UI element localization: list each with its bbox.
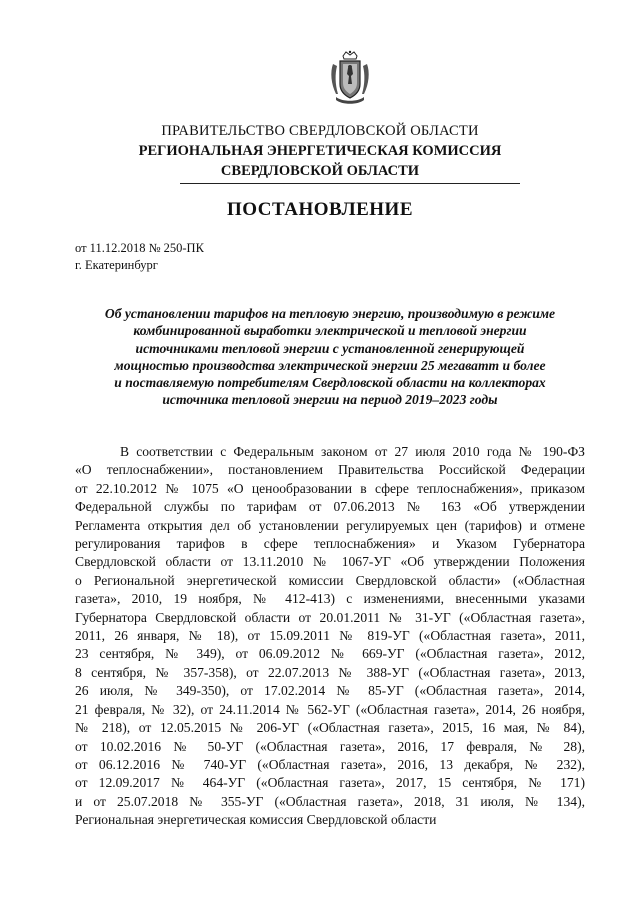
subject-line: источника тепловой энергии на период 2019–2023 годы — [162, 392, 498, 408]
body-line: о Региональной энергетической комиссии Свердловской области» («Областная — [75, 572, 585, 588]
body-line: «О теплоснабжении», постановлением Правительства Российской Федерации — [75, 462, 585, 478]
org-region-line: СВЕРДЛОВСКОЙ ОБЛАСТИ — [220, 163, 420, 179]
body-line: и от 25.07.2018 № 355-УГ («Областная газета», 2018, 31 июля, № 134), — [75, 793, 585, 809]
body-line: В соответствии с Федеральным законом от 27 июля 2010 года № 190-ФЗ — [120, 444, 585, 459]
body-line: газета», 2010, 19 ноября, № 412-413) с изменениями, внесенными указами — [75, 591, 585, 607]
body-line: от 22.10.2012 № 1075 «О ценообразовании в сфере теплоснабжения», приказом — [75, 480, 585, 496]
org-commission-line: РЕГИОНАЛЬНАЯ ЭНЕРГЕТИЧЕСКАЯ КОМИССИЯ — [138, 143, 502, 159]
subject-line: и поставляемую потребителям Свердловской области на коллекторах — [114, 375, 546, 391]
body-line: № 218), от 12.05.2015 № 206-УГ («Областная газета», 2015, 16 мая, № 84), — [75, 720, 585, 736]
document-type-title: ПОСТАНОВЛЕНИЕ — [226, 199, 414, 220]
body-line: от 10.02.2016 № 50-УГ («Областная газета», 2016, 17 февраля, № 28), — [75, 738, 585, 754]
subject-line: источниками тепловой энергии с установленной генерирующей — [135, 340, 525, 356]
document-subject — [75, 305, 585, 409]
org-government-line: ПРАВИТЕЛЬСТВО СВЕРДЛОВСКОЙ ОБЛАСТИ — [161, 123, 479, 139]
body-line: 23 сентября, № 349), от 06.09.2012 № 669-УГ («Областная газета», 2012, — [75, 646, 585, 662]
body-line: от 06.12.2016 № 740-УГ («Областная газета», 2016, 13 декабря, № 232), — [75, 756, 585, 772]
body-line: 8 сентября, № 357-358), от 22.07.2013 № 388-УГ («Областная газета», 2013, — [75, 664, 585, 680]
document-body — [75, 443, 585, 830]
body-line: Региональная энергетическая комиссия Свердловской области — [75, 812, 437, 828]
body-line: Губернатора Свердловской области от 20.01.2011 № 31-УГ («Областная газета», — [75, 609, 585, 625]
document-city: г. Екатеринбург — [75, 258, 158, 272]
body-line: регулирования тарифов в сфере теплоснабжения» и Указом Губернатора — [75, 536, 585, 552]
body-line: Регламента открытия дел об установлении регулируемых цен (тарифов) и отмене — [75, 517, 585, 533]
coat-of-arms-icon — [328, 50, 372, 106]
subject-line: мощностью производства электрической энергии 25 мегаватт и более — [114, 357, 546, 373]
subject-line: Об установлении тарифов на тепловую энергию, производимую в режиме — [104, 306, 556, 321]
subject-line: комбинированной выработки электрической и тепловой энергии — [133, 323, 527, 339]
body-line: 26 июля, № 349-350), от 17.02.2014 № 85-УГ («Областная газета», 2014, — [75, 683, 585, 699]
body-line: от 12.09.2017 № 464-УГ («Областная газета», 2017, 15 сентября, № 171) — [75, 775, 585, 791]
body-line: 2011, 26 января, № 18), от 15.09.2011 № 819-УГ («Областная газета», 2011, — [75, 628, 585, 644]
body-line: Свердловской области от 13.11.2010 № 1067-УГ «Об утверждении Положения — [75, 554, 585, 570]
body-line: 21 февраля, № 32), от 24.11.2014 № 562-УГ («Областная газета», 2014, 26 ноября, — [75, 701, 585, 717]
body-line: Федеральной службы по тарифам от 07.06.2013 № 163 «Об утверждении — [75, 499, 585, 515]
document-date-number: от 11.12.2018 № 250-ПК — [75, 241, 204, 255]
header-divider — [180, 183, 520, 184]
